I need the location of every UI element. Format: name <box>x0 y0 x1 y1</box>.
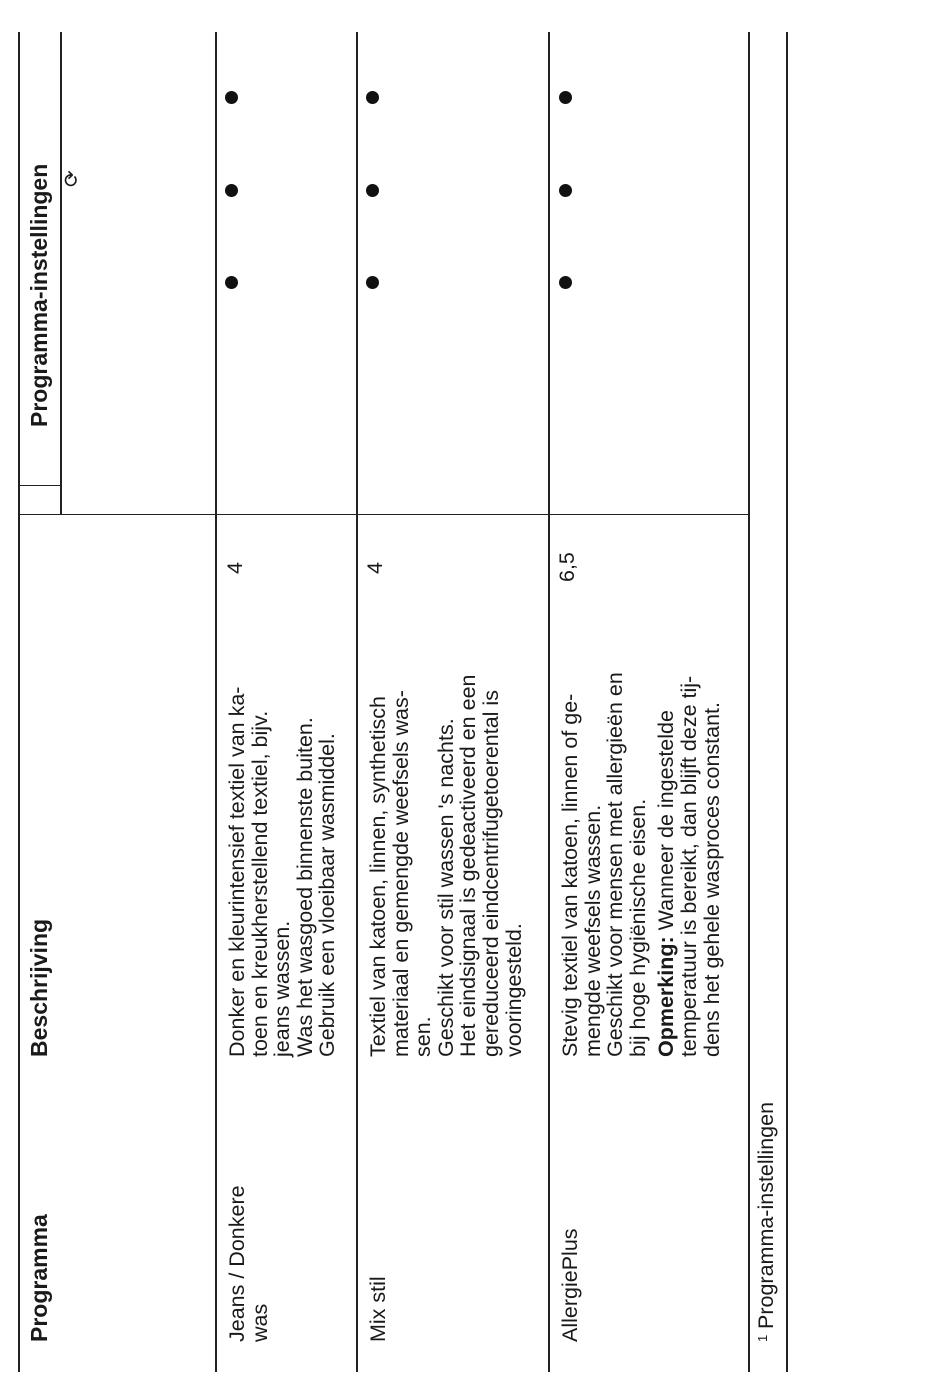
footnote-text: Programma-instellingen <box>754 1101 778 1329</box>
header-settings: Programma-instellingen <box>26 163 52 427</box>
row-3-load: 6,5 <box>555 552 579 582</box>
row-1-setting-3-dot <box>225 91 238 104</box>
footnote-bottom-border <box>786 32 788 1372</box>
row-divider-2 <box>548 32 550 1372</box>
row-3-note-first: Wanneer de ingestelde <box>654 710 679 937</box>
row-1-load: 4 <box>223 562 247 574</box>
footnote-marker: 1 <box>755 1334 770 1342</box>
row-3-setting-1-dot <box>559 276 572 289</box>
spin-symbol-icon: ⟳ <box>61 170 83 187</box>
settings-subheader-line <box>60 32 62 514</box>
row-3-setting-3-dot <box>559 91 572 104</box>
row-2-setting-3-dot <box>366 91 379 104</box>
row-2-description: Textiel van katoen, linnen, synthetisch materiaal en gemengde weefsels was- sen. Geschikt voor stil wassen 's nachts. Het eindsignaal is gedeactiveerd en een gereduceerd eindcentrifugetoerental is vooringesteld. <box>366 674 526 1057</box>
row-1-program: Jeans / Donkere was <box>225 1185 272 1342</box>
row-2-setting-2-dot <box>366 184 379 197</box>
row-1-description: Donker en kleurintensief textiel van ka- toen en kreukherstellend textiel, bijv. jeans wassen. Was het wasgoed binnenste buiten. Gebruik een vloeibaar wasmiddel. <box>225 686 340 1057</box>
header-description: Beschrijving <box>26 918 52 1057</box>
settings-column-divider <box>18 514 748 515</box>
row-3-description: Stevig textiel van katoen, linnen of ge- mengde weefsels wassen. Geschikt voor mensen met allergieën en bij hoge hygiënische eisen. Opmerking: Wanneer de ingestelde temperatuur is bereikt, dan blijft deze tij- dens het gehele wasproces constant. <box>558 672 724 1057</box>
header-bottom-border <box>215 32 217 1372</box>
row-3-setting-2-dot <box>559 184 572 197</box>
row-3-note-label: Opmerking: <box>654 936 679 1057</box>
row-divider-1 <box>356 32 358 1372</box>
row-1-setting-1-dot <box>225 276 238 289</box>
table-top-border <box>18 32 20 1372</box>
settings-subheader-divider <box>18 485 60 486</box>
row-3-program: AllergiePlus <box>558 1228 582 1342</box>
header-program: Programma <box>26 1214 52 1342</box>
row-2-load: 4 <box>363 562 387 574</box>
row-2-program: Mix stil <box>366 1276 390 1342</box>
row-1-setting-2-dot <box>225 184 238 197</box>
row-2-setting-1-dot <box>366 276 379 289</box>
table-bottom-border <box>748 32 750 1372</box>
